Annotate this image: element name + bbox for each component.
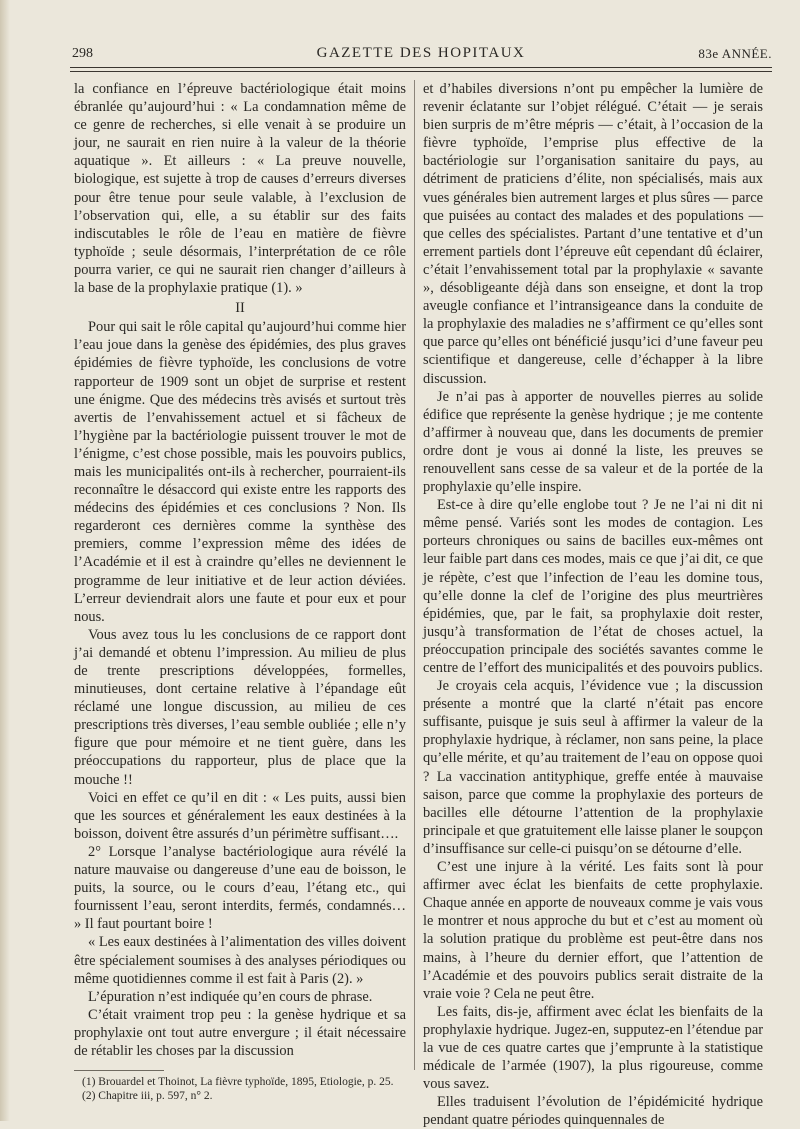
header-rule-top [70, 67, 772, 68]
paragraph: Elles traduisent l’évolution de l’épidémicité hydrique pendant quatre périodes quinquennales de [423, 1094, 763, 1129]
footnote: (2) Chapitre iii, p. 597, n° 2. [82, 1090, 213, 1103]
page-number: 298 [72, 46, 93, 61]
paragraph: et d’habiles diversions n’ont pu empêcher la lumière de revenir éclatante sur l’objet rélégué. C’était — je serais bien surpris de m’être mépris — c’était, à l’occasion de la fièvre typhoïde, l’emprise plus effective de la bactériologie sur l’organisation sanitaire du pays, au détriment de praticiens d’élite, non spécialisés, mais aux vues générales bien autrement larges et plus sûres — parce que puisées au contact des malades et des populations — que celles des spécialistes. Partant d’une tentative et d’un errement partiels dont l’épreuve eût cependant dû éclairer, c’était l’envahissement total par la prophylaxie « savante », désobligeante déjà dans son enseigne, et dont la trop aveugle confiance et l’intransigeance dans la conduite de la prophylaxie des maladies ne s’affirment ce qu’elles sont que parce qu’elles ont bénéficié jusqu’ici d’une faveur peu scientifique et dangereuse, celle d’échapper à la libre discussion. [423, 81, 763, 387]
running-header [70, 44, 772, 66]
footnote: (1) Brouardel et Thoinot, La fièvre typhoïde, 1895, Etiologie, p. 25. [82, 1076, 394, 1089]
paragraph: Je n’ai pas à apporter de nouvelles pierres au solide édifice que représente la genèse hydrique ; je me contente d’affirmer à nouveau que, dans les documents de premier ordre dont je vous ai donné la liste, les preuves se renouvellent sans cesse de sa valeur et de la portée de la prophylaxie qu’elle inspire. [423, 388, 763, 496]
section-heading: II [235, 300, 245, 317]
paragraph: Voici en effet ce qu’il en dit : « Les puits, aussi bien que les sources et généralement les eaux destinées à la boisson, doivent être assurés d’un périmètre suffisant…. [74, 789, 406, 842]
footnote-separator [74, 1070, 164, 1071]
paragraph: « Les eaux destinées à l’alimentation des villes doivent être spécialement soumises à des analyses périodiques ou même quotidiennes comme il est fait à Paris (2). » [74, 934, 406, 987]
paragraph: L’épuration n’est indiquée qu’en cours de phrase. [88, 988, 373, 1005]
paragraph: Les faits, dis-je, affirment avec éclat les bienfaits de la prophylaxie hydrique. Jugez-en, supputez-en l’étendue par la vue de ces quatre cartes que j’emprunte à la statistique médicale de l’armée (1907), la plus rigoureuse, comme vous savez. [423, 1003, 763, 1093]
header-rule-bottom [70, 71, 772, 72]
left-column [74, 80, 406, 1103]
paragraph: 2° Lorsque l’analyse bactériologique aura révélé la nature mauvaise ou dangereuse d’une eau de boisson, le puits, la source, ou le cours d’eau, l’étang etc., qui fournissent l’eau, seront interdits, fermés, condamnés… » Il faut pourtant boire ! [74, 843, 406, 933]
publication-title: GAZETTE DES HOPITAUX [316, 45, 526, 61]
paragraph: Vous avez tous lu les conclusions de ce rapport dont j’ai demandé et obtenu l’impression. Au milieu de plus de trente prescriptions développées, formelles, minutieuses, dont certaine relative à l’épandage eût réclamé une longue discussion, au milieu de ces prescriptions très diverses, l’eau semble oubliée ; elle n’y figure que pour mémoire et ne tient guère, dans les préoccupations du rapporteur, plus de place que la mouche !! [74, 626, 406, 788]
paragraph: C’est une injure à la vérité. Les faits sont là pour affirmer avec éclat les bienfaits de cette prophylaxie. Chaque année en apporte de nouveaux comme je vais vous le montrer et nous approche du but et c’est au moment où la solution pratique du problème est peut-être dans nos mains, à l’heure du dernier effort, que l’attention de l’Académie et des pouvoirs publics serait distraite de la vraie voie ? Cela ne peut être. [423, 859, 763, 1002]
column-divider [414, 80, 415, 1070]
paragraph: Je croyais cela acquis, l’évidence vue ; la discussion présente a montré que la clarté n’était pas encore suffisante, puisque je suis seul à affirmer la valeur de la prophylaxie hydrique, à réclamer, non sans peine, la place qu’elle mérite, et qu’au traitement de l’eau on oppose quoi ? La vaccination antityphique, greffe entée à mauvaise saison, parce que comme la prophylaxie des porteurs de bacilles elle détourne l’attention de la prophylaxie principale et que gratuitement elle laisse planer le soupçon d’insuffisance sur celle-ci puisqu’on se détourne d’elle. [423, 678, 763, 857]
paragraph: Pour qui sait le rôle capital qu’aujourd’hui comme hier l’eau joue dans la genèse des épidémies, des plus graves épidémies de fièvre typhoïde, les conclusions de votre rapporteur de 1909 sont un objet de surprise et restent une énigme. Que des médecins très avisés et surtout très avertis de l’envahissement actuel et si fâcheux de l’hygiène par la bactériologie puissent trouver le mot de l’énigme, c’est chose possible, mais les pouvoirs publics, mais les municipalités ont-ils à rechercher, pourraient-ils reconnaître le désaccord qui existe entre les rapports des médecins des épidémies et ces conclusions ? Non. Ils regarderont ces dernières comme la synthèse des premiers, comme l’expression même des idées de l’Académie et il est à craindre qu’elles ne deviennent le programme de leur initiative et de leur action déviées. L’erreur deviendrait alors une faute et pour eux et pour nous. [74, 319, 406, 625]
volume-year: 83e ANNÉE. [698, 46, 772, 61]
paragraph: Est-ce à dire qu’elle englobe tout ? Je ne l’ai ni dit ni même pensé. Variés sont les modes de contagion. Les porteurs chroniques ou sains de bacilles eux-mêmes ont leur faible part dans ces modes, mais ce que j’ai dit, ce que je répète, c’est que l’infection de l’eau les domine tous, qu’elle donne la clef de l’origine des plus meurtrières épidémies, que, par le fait, sa prophylaxie doit rester, jusqu’à transformation de l’état de choses actuel, la préoccupation principale des sociétés savantes comme le centre de l’effort des municipalités et des pouvoirs publics. [423, 497, 763, 676]
paragraph: C’était vraiment trop peu : la genèse hydrique et sa prophylaxie ont tout autre envergure ; il était nécessaire de rétablir les choses par la discussion [74, 1006, 406, 1059]
right-column [423, 80, 763, 1129]
page-binding-edge [0, 0, 10, 1121]
paragraph: la confiance en l’épreuve bactériologique était moins ébranlée qu’aujourd’hui : « La condamnation même de ce genre de recherches, si elle venait à se produire un jour, ne saurait en rien nuire à la valeur de la théorie aquatique ». Et ailleurs : « La preuve nouvelle, biologique, est sujette à trop de causes d’erreurs diverses pour être tenue pour seule valable, à l’exclusion de l’observation qui, elle, a su établir sur des faits indiscutables le rôle de l’eau en matière de fièvre typhoïde ; seule désormais, l’interprétation de ce rôle pourra varier, ce qui ne saurait rien changer d’ailleurs à la base de la prophylaxie pratique (1). » [74, 81, 406, 297]
